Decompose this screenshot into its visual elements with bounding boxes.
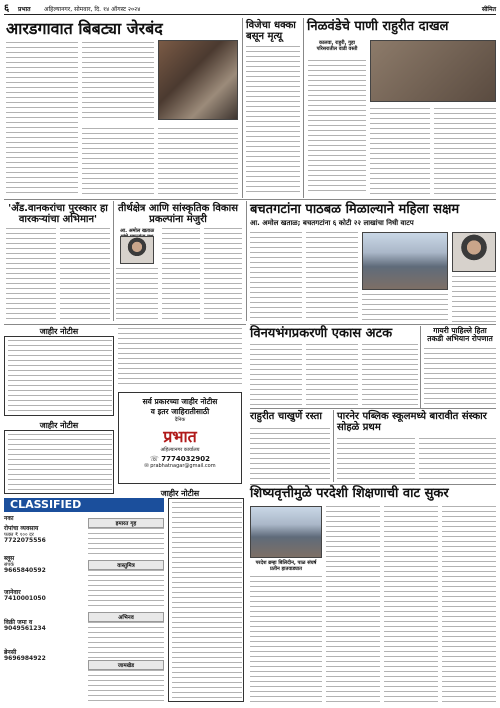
notice-2-title: जाहीर नोटीस <box>39 421 79 430</box>
a4-body-col2 <box>60 228 110 320</box>
advertisement-box <box>118 392 242 484</box>
a3-headline: निळवंडेचे पाणी राहुरीत दाखल <box>307 19 449 34</box>
page-header <box>4 3 496 15</box>
a11-photo <box>250 506 322 558</box>
a6-body-col1 <box>250 232 302 322</box>
classified-section-head: अभिनव <box>88 612 164 622</box>
a7-body-col2 <box>306 344 358 406</box>
classified-item-phone: 9049561234 <box>4 625 46 632</box>
classified-item-phone: 9696984922 <box>4 655 46 662</box>
a3-caption: कालवा, राहुरी, गुहा परिसरातील वाडी वस्ती <box>316 40 358 52</box>
a2-body <box>246 46 300 192</box>
a7-body-col3 <box>362 344 418 406</box>
a4-headline: 'अँड.वानकरांचा पुरस्कार हा वारकऱ्यांचा अभिमान' <box>8 203 108 225</box>
a4-body-col1 <box>6 228 56 320</box>
classified-item <box>4 620 84 632</box>
a11-body-col3 <box>384 506 438 702</box>
a10-body-col2 <box>419 438 496 480</box>
a6-subheadline: आ. अमोल खताळ; बचतगटांना ६ कोटी २२ लाखांचा निधी वाटप <box>250 219 414 227</box>
a8-headline: गायरी पाहिल्ले हिता तकडी अभियान रोपणात <box>427 326 493 344</box>
ad-subtitle: अहिल्यानगर कार्यालय <box>160 447 200 453</box>
classified-body <box>88 670 164 702</box>
a10-body-col1 <box>337 438 415 480</box>
a6-body-col2 <box>306 232 358 322</box>
a6-body-col3 <box>362 294 448 322</box>
a9-headline: राहुरीत चाखुर्णे रस्ता <box>250 411 322 422</box>
a6-person-photo <box>452 232 496 272</box>
classified-item-title: ब्रेनसी <box>4 649 17 656</box>
classified-item <box>4 556 84 574</box>
a8-body <box>424 348 496 406</box>
column-rule <box>303 18 304 198</box>
column-rule <box>242 18 243 198</box>
classified-item-title: जानेवार <box>4 589 21 596</box>
a1-body-col1 <box>6 42 78 194</box>
section-label: सीमित <box>481 6 496 13</box>
a2-headline: विजेचा धक्का बसून मृत्यू <box>246 20 296 42</box>
a6-body-col4 <box>452 276 496 322</box>
ad-prefix: दैनिक <box>174 417 186 423</box>
ad-email: ✉ prabhatnagar@gmail.com <box>144 463 216 469</box>
classified-banner: CLASSIFIED <box>4 498 164 512</box>
a3-body-col3 <box>434 108 496 194</box>
issue-date: अहिल्यानगर, सोमवार, दि. १४ ऑगस्ट २०२४ <box>44 6 141 13</box>
a1-headline: आरडगावात बिबट्या जेरबंद <box>6 19 163 38</box>
classified-item-phone: 7410001050 <box>4 595 46 602</box>
column-rule <box>420 326 421 408</box>
row-rule <box>250 484 496 485</box>
a1-body-col2 <box>82 42 154 122</box>
a3-body-col1 <box>308 60 366 192</box>
classified-section-head: वास्तुमित्र <box>88 560 164 570</box>
a11-headline: शिष्यवृत्तीमुळे परदेशी शिक्षणाची वाट सुकर <box>250 486 449 501</box>
notice-3-title: जाहीर नोटीस <box>160 489 200 498</box>
ad-phone: ☏ 7774032902 <box>150 455 210 463</box>
a5-body-col2 <box>162 228 200 320</box>
classified-item <box>4 650 84 662</box>
row-rule <box>250 408 496 409</box>
a7-headline: विनयभंगप्रकरणी एकास अटक <box>250 326 393 341</box>
a1-body-col3 <box>82 128 154 194</box>
classified-item-title: विक्री जमा व <box>4 619 33 626</box>
a5-body-col3 <box>204 228 242 320</box>
notice-1-box <box>4 336 114 416</box>
a1-body-col4 <box>158 128 238 194</box>
classified-item-text: संपर्क <box>4 562 15 568</box>
ad-brand: प्रभात <box>163 427 197 446</box>
notice-1-body <box>8 340 112 414</box>
column-rule <box>333 410 334 482</box>
a3-canal-photo <box>370 40 496 102</box>
classified-item-title: ब्लूस <box>4 555 15 562</box>
a7-body-col1 <box>250 344 302 406</box>
notice-2-box <box>4 430 114 494</box>
a5-person-photo <box>120 236 154 264</box>
ad-line1: सर्व प्रकारच्या जाहीर नोटीस <box>142 397 218 406</box>
column-rule <box>246 201 247 321</box>
notice-2-body <box>8 434 112 492</box>
classified-body <box>88 528 164 558</box>
classified-item-phone: 7722075556 <box>4 537 46 544</box>
a11-body-col1 <box>250 576 322 702</box>
notice-mid-body <box>118 328 242 388</box>
a5-body-col1 <box>116 268 158 320</box>
classified-body <box>88 570 164 610</box>
row-rule <box>4 199 496 200</box>
a10-headline: पारनेर पब्लिक स्कूलमध्ये बारावीत संस्कार सोहळे प्रथम <box>337 411 487 433</box>
notice-1-title: जाहीर नोटीस <box>39 327 79 336</box>
row-rule <box>250 324 496 325</box>
a11-body-col4 <box>442 506 496 702</box>
classified-section-head: जामखेड <box>88 660 164 670</box>
a6-group-photo <box>362 232 448 290</box>
page-number: ६ <box>4 3 10 14</box>
a3-body-col2 <box>370 108 430 194</box>
notice-3-box <box>168 498 244 702</box>
a5-headline: तीर्थक्षेत्र आणि सांस्कृतिक विकास प्रकल्पांना मंजुरी <box>118 203 238 225</box>
a1-leopard-photo <box>158 40 238 120</box>
column-rule <box>113 201 114 321</box>
classified-item <box>4 526 84 544</box>
notice-3-body <box>172 502 242 700</box>
classified-body <box>88 622 164 658</box>
classified-item-text: फक्त ₹ १०० दर <box>4 532 34 538</box>
classified-item-phone: 9665840592 <box>4 567 46 574</box>
classified-item-title: रोपांचा व्यवसाय <box>4 525 39 532</box>
classified-item <box>4 590 84 602</box>
a11-caption: परदेश ब्रम्हा बिलिदीन, पाळ संघर्ष प्रतीन हातवाड्यात <box>255 560 317 572</box>
classified-item <box>4 516 84 522</box>
a6-headline: बचतगटांना पाठबळ मिळाल्याने महिला सक्षम <box>250 202 460 217</box>
a5-byline: आ. अमोल खताळ <box>119 228 155 234</box>
a9-body <box>250 428 330 480</box>
a11-body-col2 <box>326 506 380 702</box>
masthead: प्रभात <box>18 6 31 13</box>
classified-section-head: इमारत गृह <box>88 518 164 528</box>
row-rule <box>4 324 246 325</box>
classified-item-title: नका <box>4 515 14 522</box>
ad-line2: व इतर जाहिरातीसाठी <box>150 407 210 416</box>
